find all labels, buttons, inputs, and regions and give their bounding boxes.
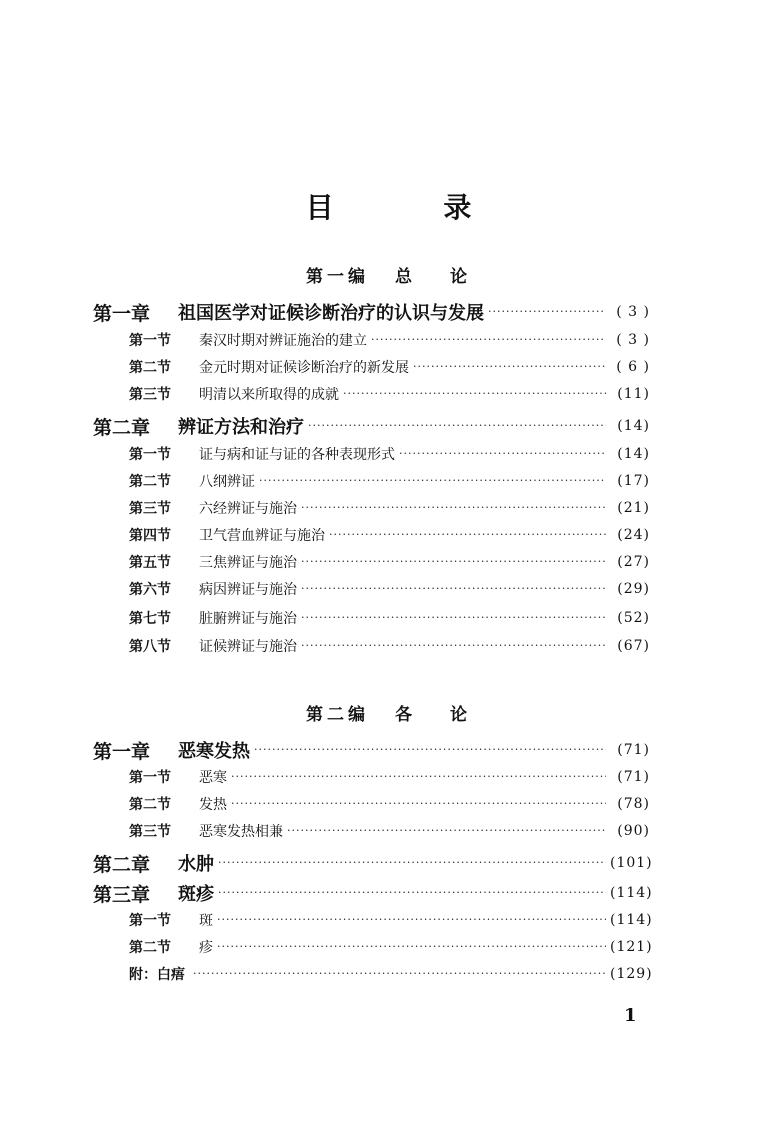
toc-entry-title: 八纲辨证 — [199, 474, 255, 490]
toc-section-row — [0, 792, 777, 816]
toc-section-row — [0, 442, 777, 466]
part-label: 第一编 — [306, 267, 369, 287]
toc-entry-label: 第二节 — [129, 797, 171, 813]
dot-leader — [231, 797, 606, 811]
toc-entry-page: (71) — [617, 742, 650, 758]
toc-section-row — [0, 606, 777, 630]
dot-leader — [217, 913, 606, 927]
toc-entry-page: (114) — [610, 885, 653, 901]
dot-leader — [259, 474, 606, 488]
toc-entry-label: 第六节 — [129, 582, 171, 598]
toc-entry-title: 证候辨证与施治 — [199, 639, 297, 655]
dot-leader — [343, 387, 606, 401]
toc-entry-page: (21) — [617, 500, 650, 516]
toc-entry-page: (27) — [617, 554, 650, 570]
toc-entry-page: (101) — [610, 855, 653, 871]
toc-chapter-row — [0, 881, 777, 905]
toc-entry-page: (17) — [617, 473, 650, 489]
toc-entry-title: 水肿 — [178, 854, 214, 875]
toc-entry-title: 金元时期对证候诊断治疗的新发展 — [199, 360, 409, 376]
toc-entry-title: 辨证方法和治疗 — [178, 417, 304, 438]
toc-section-row — [0, 523, 777, 547]
toc-entry-label: 第二章 — [93, 416, 151, 439]
toc-section-row — [0, 469, 777, 493]
toc-section-row — [0, 355, 777, 379]
toc-entry-label: 第三节 — [129, 501, 171, 517]
toc-entry-title: 发热 — [199, 797, 227, 813]
dot-leader — [301, 611, 606, 625]
toc-chapter-row — [0, 300, 777, 324]
toc-entry-label: 第四节 — [129, 528, 171, 544]
dot-leader — [301, 501, 606, 515]
toc-entry-label: 第七节 — [129, 611, 171, 627]
toc-entry-page: (14) — [617, 446, 650, 462]
toc-section-row — [0, 634, 777, 658]
toc-section-row — [0, 819, 777, 843]
dot-leader — [301, 639, 606, 653]
part-word: 论 — [450, 267, 471, 287]
toc-entry-page: (78) — [617, 796, 650, 812]
toc-entry-title: 证与病和证与证的各种表现形式 — [199, 447, 395, 463]
toc-entry-title: 斑 — [199, 913, 213, 929]
toc-entry-page: (24) — [617, 527, 650, 543]
toc-entry-page: (129) — [610, 966, 653, 982]
dot-leader — [254, 743, 606, 757]
toc-entry-label: 第二节 — [129, 360, 171, 376]
toc-entry-label: 第一节 — [129, 913, 171, 929]
dot-leader — [218, 856, 606, 870]
toc-entry-label: 第一章 — [93, 740, 151, 763]
toc-entry-label: 第五节 — [129, 555, 171, 571]
toc-chapter-row — [0, 738, 777, 762]
toc-entry-title: 疹 — [199, 940, 213, 956]
toc-entry-label: 第二章 — [93, 853, 151, 876]
toc-section-row — [0, 577, 777, 601]
toc-entry-label: 第二节 — [129, 474, 171, 490]
toc-entry-label: 第二节 — [129, 940, 171, 956]
dot-leader — [287, 824, 606, 838]
part-heading-2 — [0, 700, 777, 725]
dot-leader — [399, 447, 606, 461]
toc-entry-title: 卫气营血辨证与施治 — [199, 528, 325, 544]
toc-entry-label: 第一章 — [93, 302, 151, 325]
toc-entry-label: 第一节 — [129, 447, 171, 463]
toc-entry-title: 秦汉时期对辨证施治的建立 — [199, 333, 367, 349]
part-heading-1 — [0, 262, 777, 287]
part-label: 第二编 — [306, 705, 369, 725]
toc-entry-title: 三焦辨证与施治 — [199, 555, 297, 571]
dot-leader — [329, 528, 606, 542]
page-number: 1 — [624, 1005, 637, 1026]
dot-leader — [301, 582, 606, 596]
toc-section-row — [0, 908, 777, 932]
toc-entry-title: 六经辨证与施治 — [199, 501, 297, 517]
toc-entry-label: 第一节 — [129, 770, 171, 786]
toc-entry-title: 明清以来所取得的成就 — [199, 387, 339, 403]
toc-entry-page: ( 6 ) — [616, 359, 650, 375]
dot-leader — [217, 940, 606, 954]
toc-entry-page: (90) — [617, 823, 650, 839]
toc-section-row — [0, 550, 777, 574]
toc-entry-page: (114) — [610, 912, 653, 928]
part-word: 总 — [395, 267, 416, 287]
toc-section-row — [0, 328, 777, 352]
toc-section-row — [0, 935, 777, 959]
toc-entry-label: 第三章 — [93, 883, 151, 906]
dot-leader — [488, 305, 606, 319]
toc-entry-title: 恶寒 — [199, 770, 227, 786]
toc-chapter-row — [0, 414, 777, 438]
page-title: 目 录 — [305, 191, 522, 224]
part-word: 各 — [395, 705, 416, 725]
dot-leader — [301, 555, 606, 569]
toc-appendix-row — [0, 962, 777, 986]
toc-section-row — [0, 496, 777, 520]
toc-entry-page: (71) — [617, 769, 650, 785]
dot-leader — [308, 419, 606, 433]
toc-entry-page: (11) — [617, 386, 650, 402]
part-word: 论 — [450, 705, 471, 725]
toc-entry-page: (52) — [617, 610, 650, 626]
toc-entry-title: 脏腑辨证与施治 — [199, 611, 297, 627]
toc-section-row — [0, 382, 777, 406]
toc-entry-page: (67) — [617, 638, 650, 654]
toc-entry-label: 第一节 — [129, 333, 171, 349]
toc-entry-title: 恶寒发热 — [178, 741, 250, 762]
dot-leader — [218, 886, 606, 900]
toc-entry-title: 祖国医学对证候诊断治疗的认识与发展 — [178, 303, 484, 324]
toc-entry-page: (121) — [610, 939, 653, 955]
dot-leader — [231, 770, 606, 784]
toc-entry-title: 斑疹 — [178, 884, 214, 905]
toc-entry-title: 病因辨证与施治 — [199, 582, 297, 598]
toc-section-row — [0, 765, 777, 789]
toc-entry-page: ( 3 ) — [616, 304, 650, 320]
dot-leader — [371, 333, 606, 347]
toc-entry-page: (29) — [617, 581, 650, 597]
toc-entry-label: 第三节 — [129, 387, 171, 403]
dot-leader — [413, 360, 606, 374]
toc-entry-page: (14) — [617, 418, 650, 434]
toc-entry-page: ( 3 ) — [616, 332, 650, 348]
toc-entry-title: 恶寒发热相兼 — [199, 824, 283, 840]
toc-entry-label: 附：白痦 — [129, 967, 185, 983]
toc-entry-label: 第八节 — [129, 639, 171, 655]
toc-entry-label: 第三节 — [129, 824, 171, 840]
dot-leader — [193, 967, 606, 981]
toc-chapter-row — [0, 851, 777, 875]
